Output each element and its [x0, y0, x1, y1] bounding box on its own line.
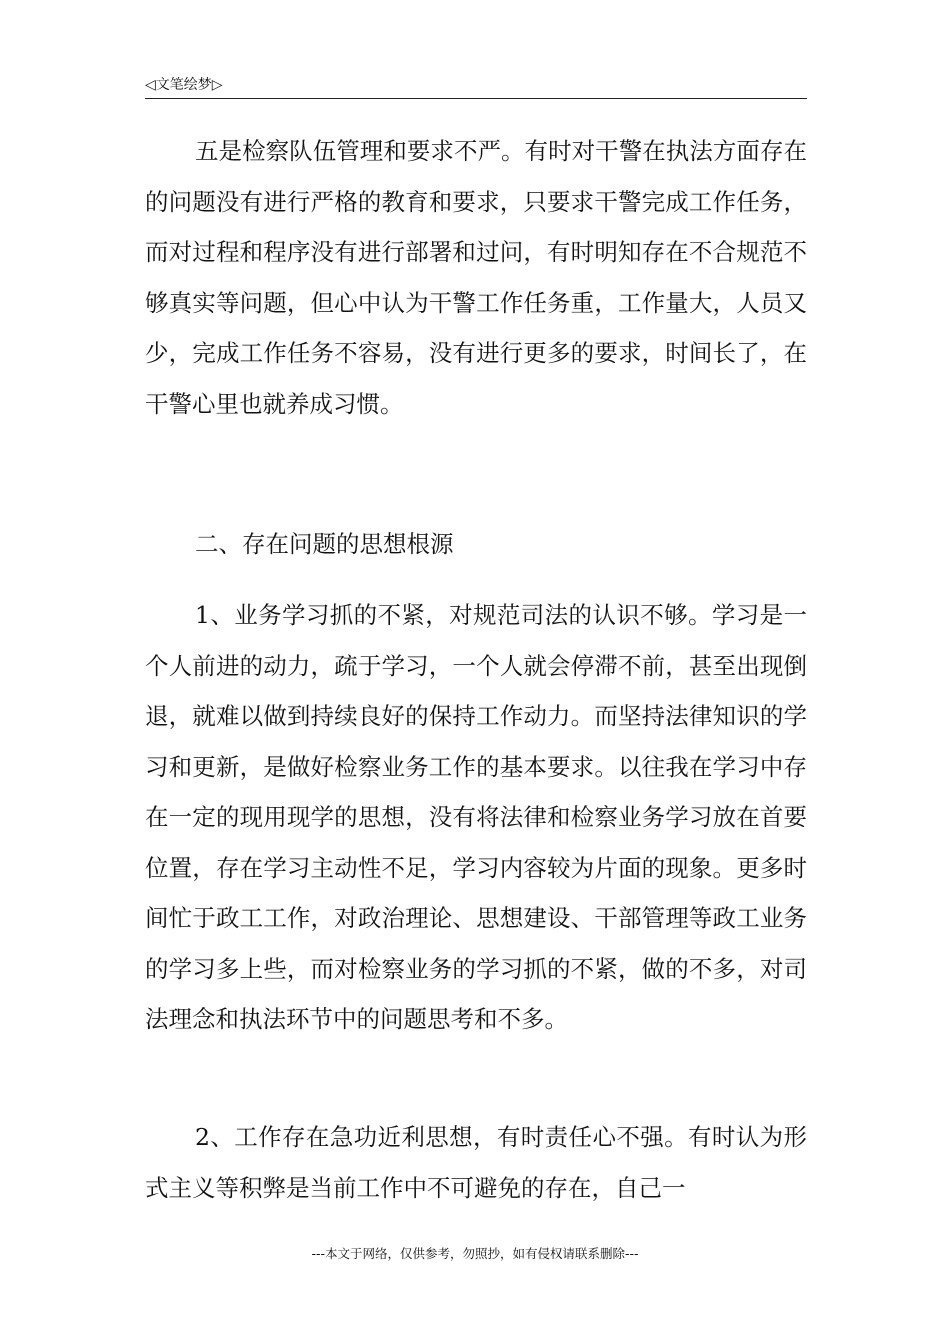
- paragraph-quick-success-mindset: 2、工作存在急功近利思想，有时责任心不强。有时认为形式主义等积弊是当前工作中不可避免的存在，自己一: [145, 1123, 807, 1202]
- section-heading-ideological-roots: 二、存在问题的思想根源: [195, 530, 454, 558]
- header-title: ◁文笔绘梦▷: [145, 77, 223, 93]
- page-header: [145, 76, 807, 99]
- paragraph-study-not-tight: 1、业务学习抓的不紧，对规范司法的认识不够。学习是一个人前进的动力，疏于学习，一个人就会停滞不前，甚至出现倒退，就难以做到持续良好的保持工作动力。而坚持法律知识的学习和更新，是做好检察业务工作的基本要求。以往我在学习中存在一定的现用现学的思想，没有将法律和检察业务学习放在首要位置，存在学习主动性不足，学习内容较为片面的现象。更多时间忙于政工工作，对政治理论、思想建设、干部管理等政工业务的学习多上些，而对检察业务的学习抓的不紧，做的不多，对司法理念和执法环节中的问题思考和不多。: [145, 601, 807, 1033]
- page-footer-disclaimer: ---本文于网络，仅供参考，勿照抄，如有侵权请联系删除---: [311, 1246, 639, 1261]
- paragraph-procuratorate-management: 五是检察队伍管理和要求不严。有时对干警在执法方面存在的问题没有进行严格的教育和要求，只要求干警完成工作任务，而对过程和程序没有进行部署和过问，有时明知存在不合规范不够真实等问题，但心中认为干警工作任务重，工作量大，人员又少，完成工作任务不容易，没有进行更多的要求，时间长了，在干警心里也就养成习惯。: [145, 137, 807, 418]
